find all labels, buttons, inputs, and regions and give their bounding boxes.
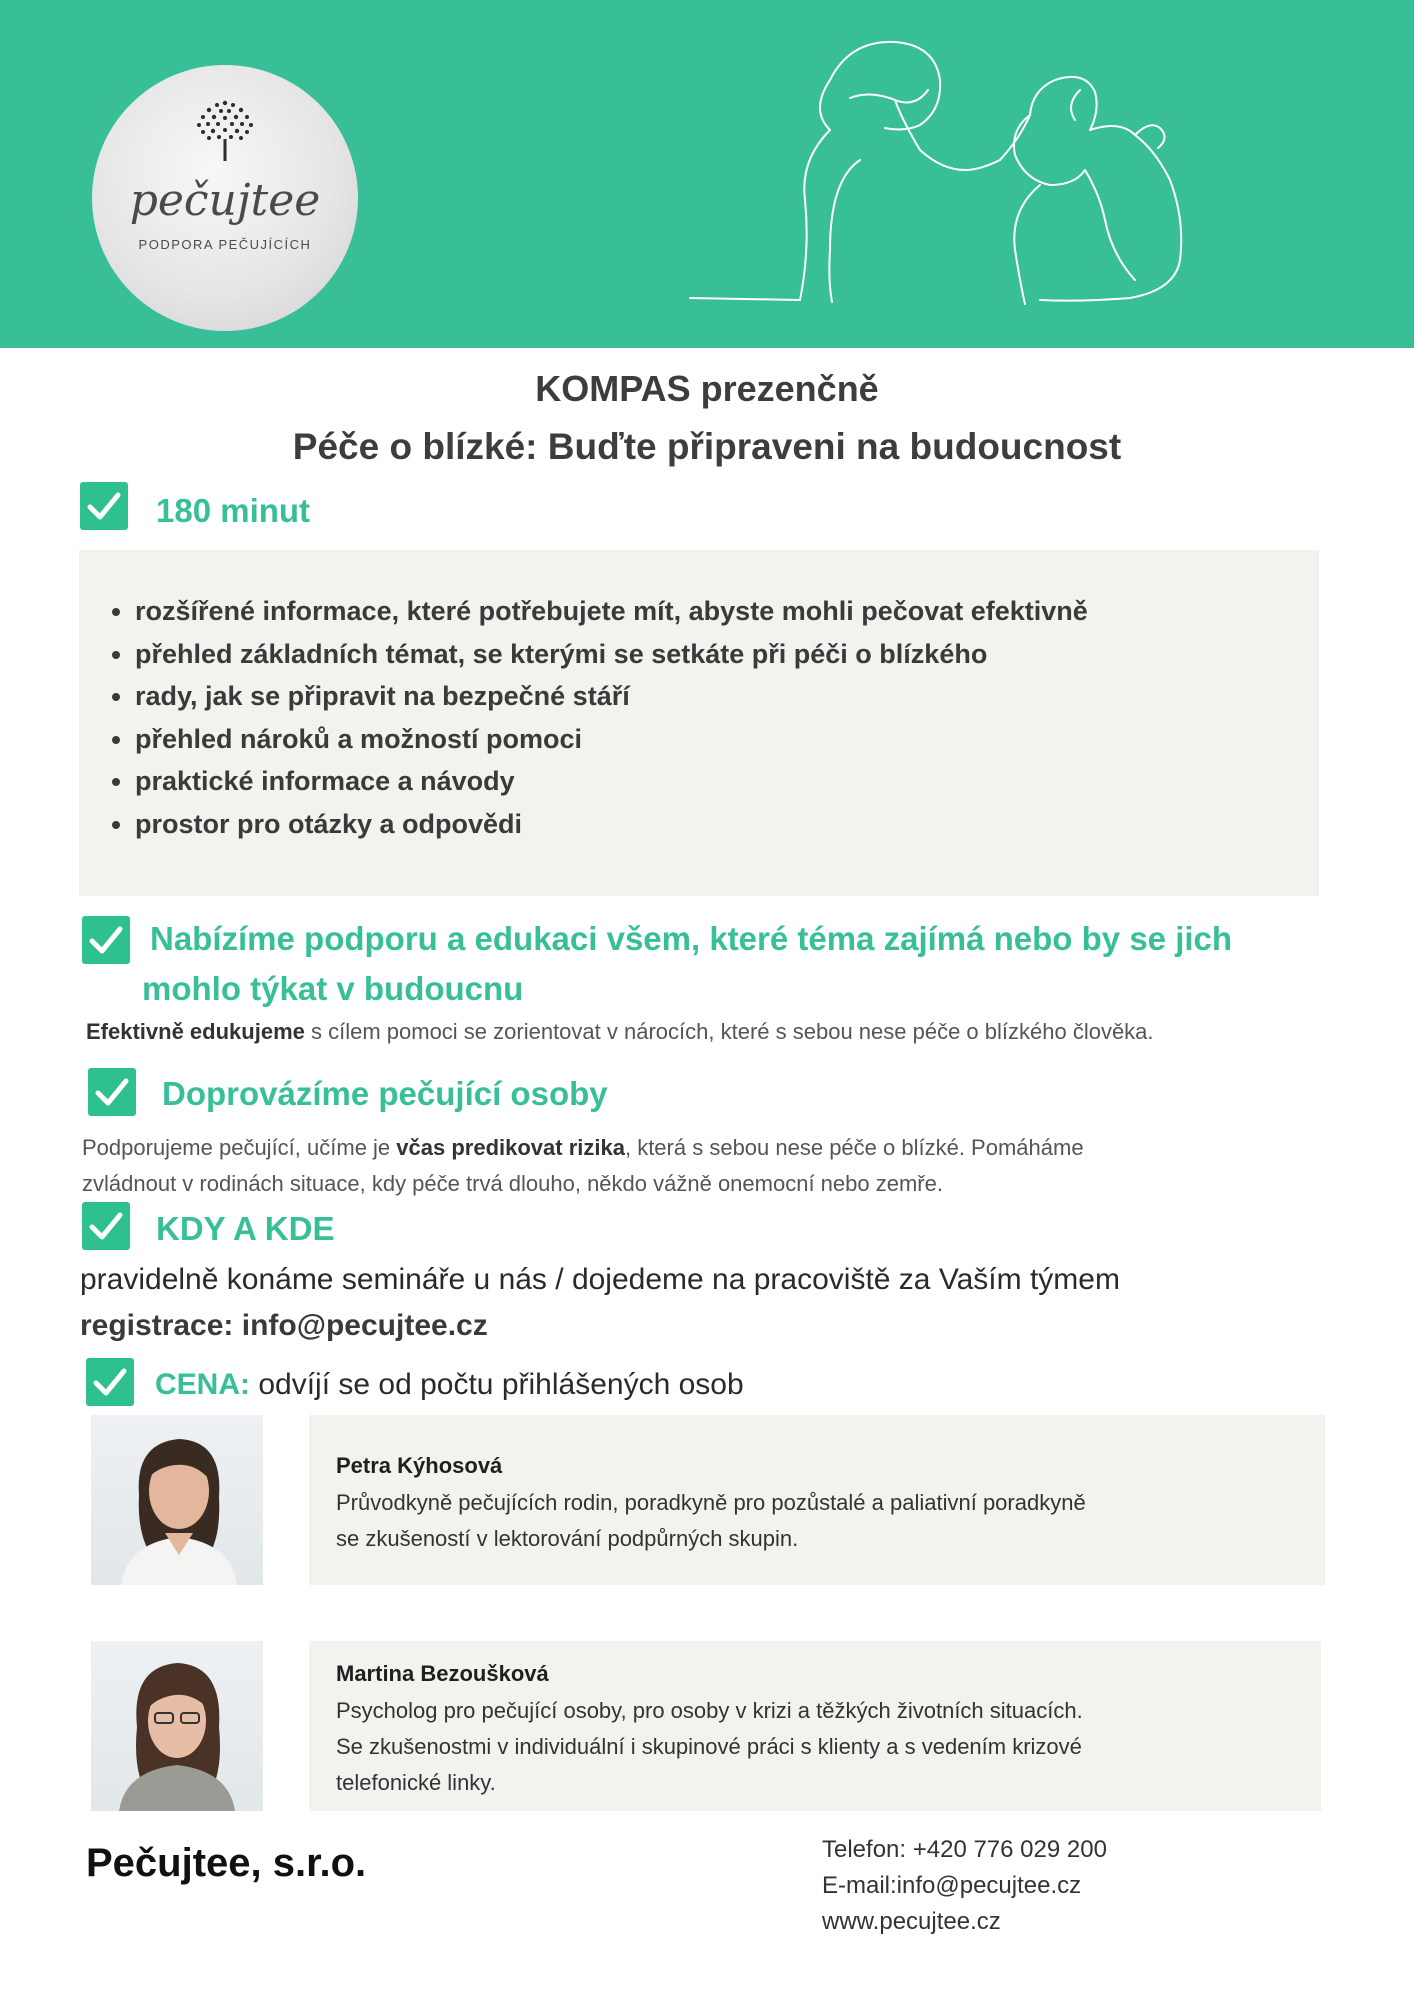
list-item: • rady, jak se připravit na bezpečné stáří	[135, 675, 1088, 718]
contact-block	[822, 1832, 1107, 1940]
duration-label: 180 minut	[156, 492, 311, 529]
check-icon	[88, 1068, 136, 1116]
topics-panel	[79, 550, 1319, 896]
registration-email[interactable]: registrace: info@pecujtee.cz	[80, 1309, 488, 1342]
tree-icon	[187, 95, 263, 165]
lecturer-card-petra	[309, 1415, 1325, 1585]
lecturer-description	[336, 1485, 1086, 1557]
check-icon	[86, 1358, 134, 1406]
caregiver-line-art-illustration	[680, 20, 1240, 320]
support-text-rest: s cílem pomoci se zorientovat v nárocích, které s sebou nese péče o blízkého člověka.	[304, 1019, 1154, 1044]
lecturer-photo-martina	[91, 1641, 263, 1811]
contact-web[interactable]: www.pecujtee.cz	[822, 1908, 1001, 1935]
portrait-image	[91, 1415, 263, 1585]
price-label: CENA:	[155, 1368, 250, 1401]
check-icon	[82, 1202, 130, 1250]
list-item: • praktické informace a návody	[135, 760, 1088, 803]
lecturer-card-martina	[309, 1641, 1321, 1811]
support-text	[86, 1014, 1154, 1050]
description-line: telefonické linky.	[336, 1770, 496, 1795]
when-where-text: pravidelně konáme semináře u nás / dojedeme na pracoviště za Vaším týmem	[80, 1263, 1120, 1296]
when-where-heading: KDY A KDE	[156, 1210, 335, 1247]
accompany-heading: Doprovázíme pečující osoby	[162, 1075, 608, 1112]
description-line: Psycholog pro pečující osoby, pro osoby v krizi a těžkých životních situacích.	[336, 1698, 1083, 1723]
price-text: odvíjí se od počtu přihlášených osob	[250, 1368, 744, 1401]
accompany-text-line2: zvládnout v rodinách situace, kdy péče trvá dlouho, někdo vážně onemocní nebo zemře.	[82, 1171, 943, 1196]
lecturer-description	[336, 1693, 1083, 1801]
support-text-bold: Efektivně edukujeme	[86, 1019, 305, 1044]
description-line: Průvodkyně pečujících rodin, poradkyně pro pozůstalé a paliativní poradkyně	[336, 1490, 1086, 1515]
company-name: Pečujtee, s.r.o.	[86, 1841, 367, 1885]
header-banner	[0, 0, 1414, 348]
accompany-text-part1: Podporujeme pečující, učíme je	[82, 1135, 397, 1160]
page-title-line2: Péče o blízké: Buďte připraveni na budoucnost	[292, 426, 1122, 467]
list-item: • rozšířené informace, které potřebujete mít, abyste mohli pečovat efektivně	[135, 590, 1088, 633]
contact-phone[interactable]: Telefon: +420 776 029 200	[822, 1836, 1107, 1863]
list-item: • přehled nároků a možností pomoci	[135, 718, 1088, 761]
lecturer-name: Petra Kýhosová	[336, 1453, 503, 1478]
price-line	[155, 1368, 744, 1402]
description-line: se zkušeností v lektorování podpůrných skupin.	[336, 1526, 799, 1551]
page-title-line1: KOMPAS prezenčně	[535, 368, 879, 409]
support-heading-line2: mohlo týkat v budoucnu	[142, 970, 524, 1007]
description-line: Se zkušenostmi v individuální i skupinové práci s klienty a s vedením krizové	[336, 1734, 1082, 1759]
contact-email[interactable]: E-mail:info@pecujtee.cz	[822, 1872, 1082, 1899]
logo-subtitle: PODPORA PEČUJÍCÍCH	[138, 237, 312, 252]
logo-wordmark: pečujtee	[129, 175, 321, 226]
accompany-text	[82, 1130, 1084, 1202]
topics-list	[79, 590, 1088, 845]
logo	[92, 65, 358, 331]
accompany-text-bold: včas predikovat rizika	[396, 1135, 625, 1160]
check-icon	[82, 916, 130, 964]
lecturer-name: Martina Bezoušková	[336, 1661, 549, 1686]
check-icon	[80, 482, 128, 530]
accompany-text-part2: , která s sebou nese péče o blízké. Pomáháme	[624, 1135, 1084, 1160]
lecturer-photo-petra	[91, 1415, 263, 1585]
portrait-image	[91, 1641, 263, 1811]
support-heading-line1: Nabízíme podporu a edukaci všem, které téma zajímá nebo by se jich	[150, 920, 1233, 957]
list-item: • přehled základních témat, se kterými se setkáte při péči o blízkého	[135, 633, 1088, 676]
list-item: • prostor pro otázky a odpovědi	[135, 803, 1088, 846]
